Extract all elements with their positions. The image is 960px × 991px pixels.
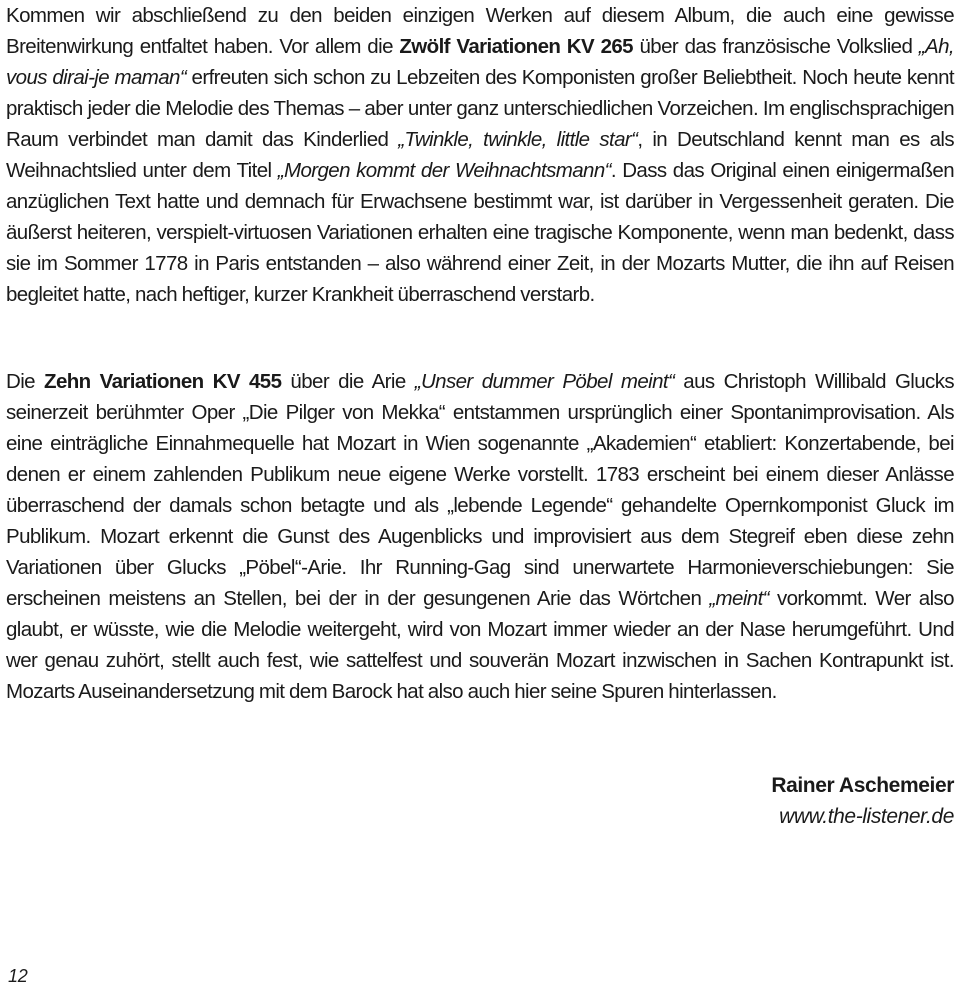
work-title-kv265: Zwölf Variationen KV 265 [399,35,633,58]
body-paragraph-1 [6,0,954,310]
text-run: über das französische Volkslied [633,35,919,58]
author-website: www.the-listener.de [779,805,954,828]
work-title-kv455: Zehn Variationen KV 455 [44,370,282,393]
aria-title: „Unser dummer Pöbel meint“ [414,370,675,393]
text-run: erfreuten sich schon zu Lebzeiten des Komponisten großer Beliebtheit. Noch heute kennt praktisch jeder die Melodie des Themas – aber unter ganz unterschiedlichen Vorzeichen. Im englischsprachigen Raum verbindet man damit das Kinderlied [6,66,954,151]
song-title-morgen: „Morgen kommt der Weihnachtsmann“ [277,159,611,182]
song-title-ah-vous: „Ah, vous dirai-je maman“ [6,35,954,89]
text-run: Kommen wir abschließend zu den beiden einzigen Werken auf diesem Album, die auch eine gewisse Breitenwirkung entfaltet haben. Vor allem die [6,4,954,58]
text-run: Die [6,370,45,393]
text-run: . Dass das Original einen einigermaßen anzüglichen Text hatte und demnach für Erwachsene bestimmt war, ist darüber in Vergessenheit geraten. Die äußerst heiteren, verspielt-virtuosen Variationen erhalten eine tragische Komponente, wenn man bedenkt, dass sie im Sommer 1778 in Paris entstanden – also während einer Zeit, in der Mozarts Mutter, die ihn auf Reisen begleitet hatte, nach heftiger, kurzer Krankheit überraschend verstarb. [6,159,955,306]
body-paragraph-2 [6,366,954,707]
author-name: Rainer Aschemeier [771,774,954,797]
word-meint: „meint“ [709,587,769,610]
text-run: über die Arie [281,370,415,393]
page-number: 12 [8,966,28,986]
author-signature [771,770,954,832]
text-run: vorkommt. Wer also glaubt, er wüsste, wie die Melodie weitergeht, wird von Mozart immer wieder an der Nase herumgeführt. Und wer genau zuhört, stellt auch fest, wie sattelfest und souverän Mozart inzwischen in Sachen Kontrapunkt ist. Mozarts Auseinandersetzung mit dem Barock hat also auch hier seine Spuren hinterlassen. [6,587,954,703]
text-run: aus Christoph Willibald Glucks seinerzeit berühmter Oper „Die Pilger von Mekka“ entstammen ursprünglich einer Spontanimprovisation. Als eine einträgliche Einnahmequelle hat Mozart in Wien sogenannte „Akademien“ etabliert: Konzertabende, bei denen er einem zahlenden Publikum neue eigene Werke vorstellt. 1783 erscheint bei einem dieser Anlässe überraschend der damals schon betagte und als „lebende Legende“ gehandelte Opernkomponist Gluck im Publikum. Mozart erkennt die Gunst des Augenblicks und improvisiert aus dem Stegreif eben diese zehn Variationen über Glucks „Pöbel“-Arie. Ihr Running-Gag sind unerwartete Harmonieverschiebungen: Sie erscheinen meistens an Stellen, bei der in der gesungenen Arie das Wörtchen [6,370,955,610]
text-run: , in Deutschland kennt man es als Weihnachtslied unter dem Titel [6,128,954,182]
song-title-twinkle: „Twinkle, twinkle, little star“ [398,128,638,151]
